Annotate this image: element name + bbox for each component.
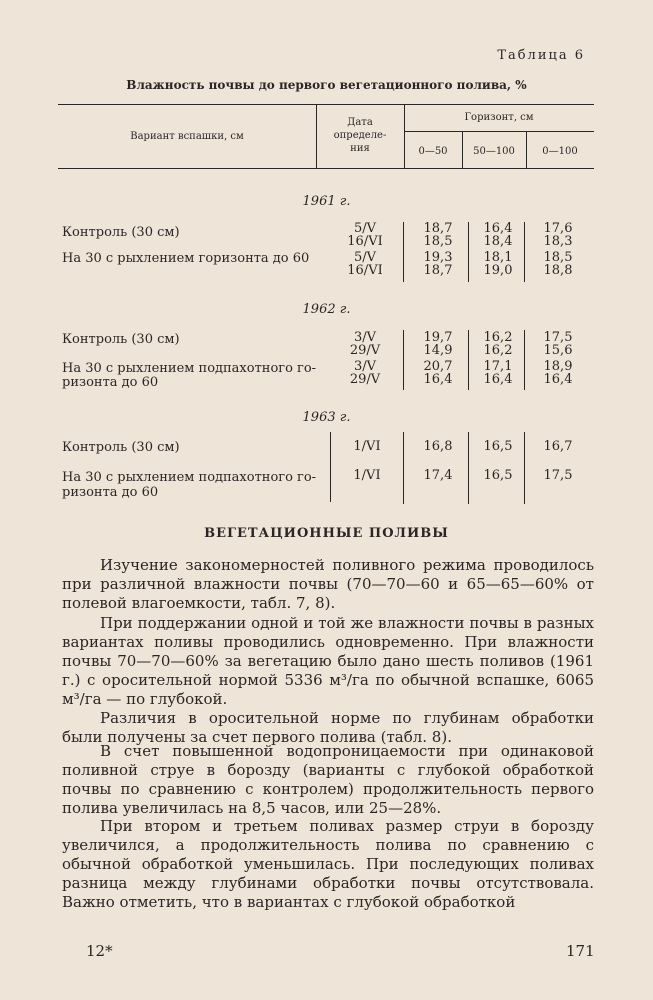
- year-heading: 1961 г.: [302, 194, 351, 209]
- date-cell: 5/V: [353, 250, 377, 265]
- table-label: Таблица 6: [497, 48, 585, 63]
- value-cell: 17,4: [423, 468, 453, 483]
- date-cell: 16/VI: [347, 234, 383, 249]
- value-cell: 16,5: [483, 439, 513, 454]
- date-cell: 3/V: [353, 330, 377, 345]
- table-title: Влажность почвы до первого вегетационного полива, %: [126, 78, 527, 92]
- column-rule: [468, 330, 469, 390]
- value-cell: 19,0: [483, 263, 513, 278]
- row-label: На 30 с рыхлением горизонта до 60: [62, 251, 310, 266]
- date-cell: 1/VI: [353, 439, 381, 454]
- value-cell: 18,5: [543, 250, 573, 265]
- value-cell: 16,5: [483, 468, 513, 483]
- header-h3: 0—100: [542, 146, 578, 157]
- header-date-line: ния: [350, 143, 370, 154]
- value-cell: 17,6: [543, 221, 573, 236]
- horizon-rule: [404, 131, 594, 132]
- body-paragraph: При втором и третьем поливах размер струи в борозду увеличился, а продолжительность полива по сравнению с обычной обработкой уменьшилась. При последующих поливах разница между глубинами обработки почвы отсутствовала. Важно отметить, что в вариантах с глубокой обработкой: [62, 817, 594, 911]
- row-label: ризонта до 60: [62, 375, 159, 390]
- row-label: Контроль (30 см): [62, 225, 180, 240]
- row-label: Контроль (30 см): [62, 440, 180, 455]
- column-rule: [330, 432, 331, 502]
- header-horizon: Горизонт, см: [464, 112, 534, 123]
- date-cell: 29/V: [349, 372, 381, 387]
- date-cell: 29/V: [349, 343, 381, 358]
- column-rule: [524, 432, 525, 504]
- table-top-rule: [58, 104, 594, 105]
- value-cell: 15,6: [543, 343, 573, 358]
- header-date-line: Дата: [347, 117, 373, 128]
- body-paragraph: Изучение закономерностей поливного режима проводилось при различной влажности почвы (70—70—60 и 65—65—60% от полевой влагоемкости, табл. 7, 8).: [62, 556, 594, 612]
- header-date-line: определе-: [333, 130, 387, 141]
- value-cell: 16,2: [483, 343, 513, 358]
- value-cell: 17,5: [543, 468, 573, 483]
- page-number: 171: [566, 942, 595, 960]
- value-cell: 19,7: [423, 330, 453, 345]
- header-bottom-rule: [58, 168, 594, 169]
- column-rule: [468, 222, 469, 282]
- value-cell: 18,7: [423, 221, 453, 236]
- value-cell: 19,3: [423, 250, 453, 265]
- value-cell: 18,4: [483, 234, 513, 249]
- year-heading: 1963 г.: [302, 410, 351, 425]
- column-rule: [403, 222, 404, 282]
- page-signature: 12*: [86, 942, 113, 960]
- row-label: ризонта до 60: [62, 485, 159, 500]
- value-cell: 16,4: [483, 372, 513, 387]
- header-h1: 0—50: [418, 146, 448, 157]
- value-cell: 16,4: [483, 221, 513, 236]
- column-rule: [468, 432, 469, 504]
- header-variant: Вариант вспашки, см: [130, 131, 244, 142]
- column-rule: [524, 330, 525, 390]
- value-cell: 16,8: [423, 439, 453, 454]
- date-cell: 3/V: [353, 359, 377, 374]
- value-cell: 18,7: [423, 263, 453, 278]
- header-h2: 50—100: [473, 146, 515, 157]
- value-cell: 18,1: [483, 250, 513, 265]
- date-cell: 1/VI: [353, 468, 381, 483]
- value-cell: 16,2: [483, 330, 513, 345]
- date-cell: 5/V: [353, 221, 377, 236]
- body-paragraph: Различия в оросительной норме по глубинам обработки были получены за счет первого полива (табл. 8).: [62, 709, 594, 746]
- value-cell: 17,5: [543, 330, 573, 345]
- value-cell: 18,8: [543, 263, 573, 278]
- row-label: Контроль (30 см): [62, 332, 180, 347]
- body-paragraph: В счет повышенной водопроницаемости при одинаковой поливной струе в борозду (варианты с глубокой обработкой почвы по сравнению с контролем) продолжительность первого полива увеличилась на 8,5 часов, или 25—28%.: [62, 742, 594, 817]
- header-date: [316, 116, 404, 155]
- value-cell: 18,3: [543, 234, 573, 249]
- column-rule: [403, 330, 404, 390]
- body-paragraph: При поддержании одной и той же влажности почвы в разных вариантах поливы проводились одновременно. При влажности почвы 70—70—60% за вегетацию было дано шесть поливов (1961 г.) с оросительной нормой 5336 м³/га по обычной вспашке, 6065 м³/га — по глубокой.: [62, 614, 594, 708]
- value-cell: 16,4: [543, 372, 573, 387]
- column-rule: [403, 432, 404, 504]
- section-heading: ВЕГЕТАЦИОННЫЕ ПОЛИВЫ: [204, 526, 449, 541]
- value-cell: 16,4: [423, 372, 453, 387]
- value-cell: 14,9: [423, 343, 453, 358]
- date-cell: 16/VI: [347, 263, 383, 278]
- value-cell: 20,7: [423, 359, 453, 374]
- year-heading: 1962 г.: [302, 302, 351, 317]
- value-cell: 18,5: [423, 234, 453, 249]
- row-label: На 30 с рыхлением подпахотного го-: [62, 361, 317, 376]
- value-cell: 17,1: [483, 359, 513, 374]
- row-label: На 30 с рыхлением подпахотного го-: [62, 470, 317, 485]
- value-cell: 16,7: [543, 439, 573, 454]
- value-cell: 18,9: [543, 359, 573, 374]
- column-rule: [524, 222, 525, 282]
